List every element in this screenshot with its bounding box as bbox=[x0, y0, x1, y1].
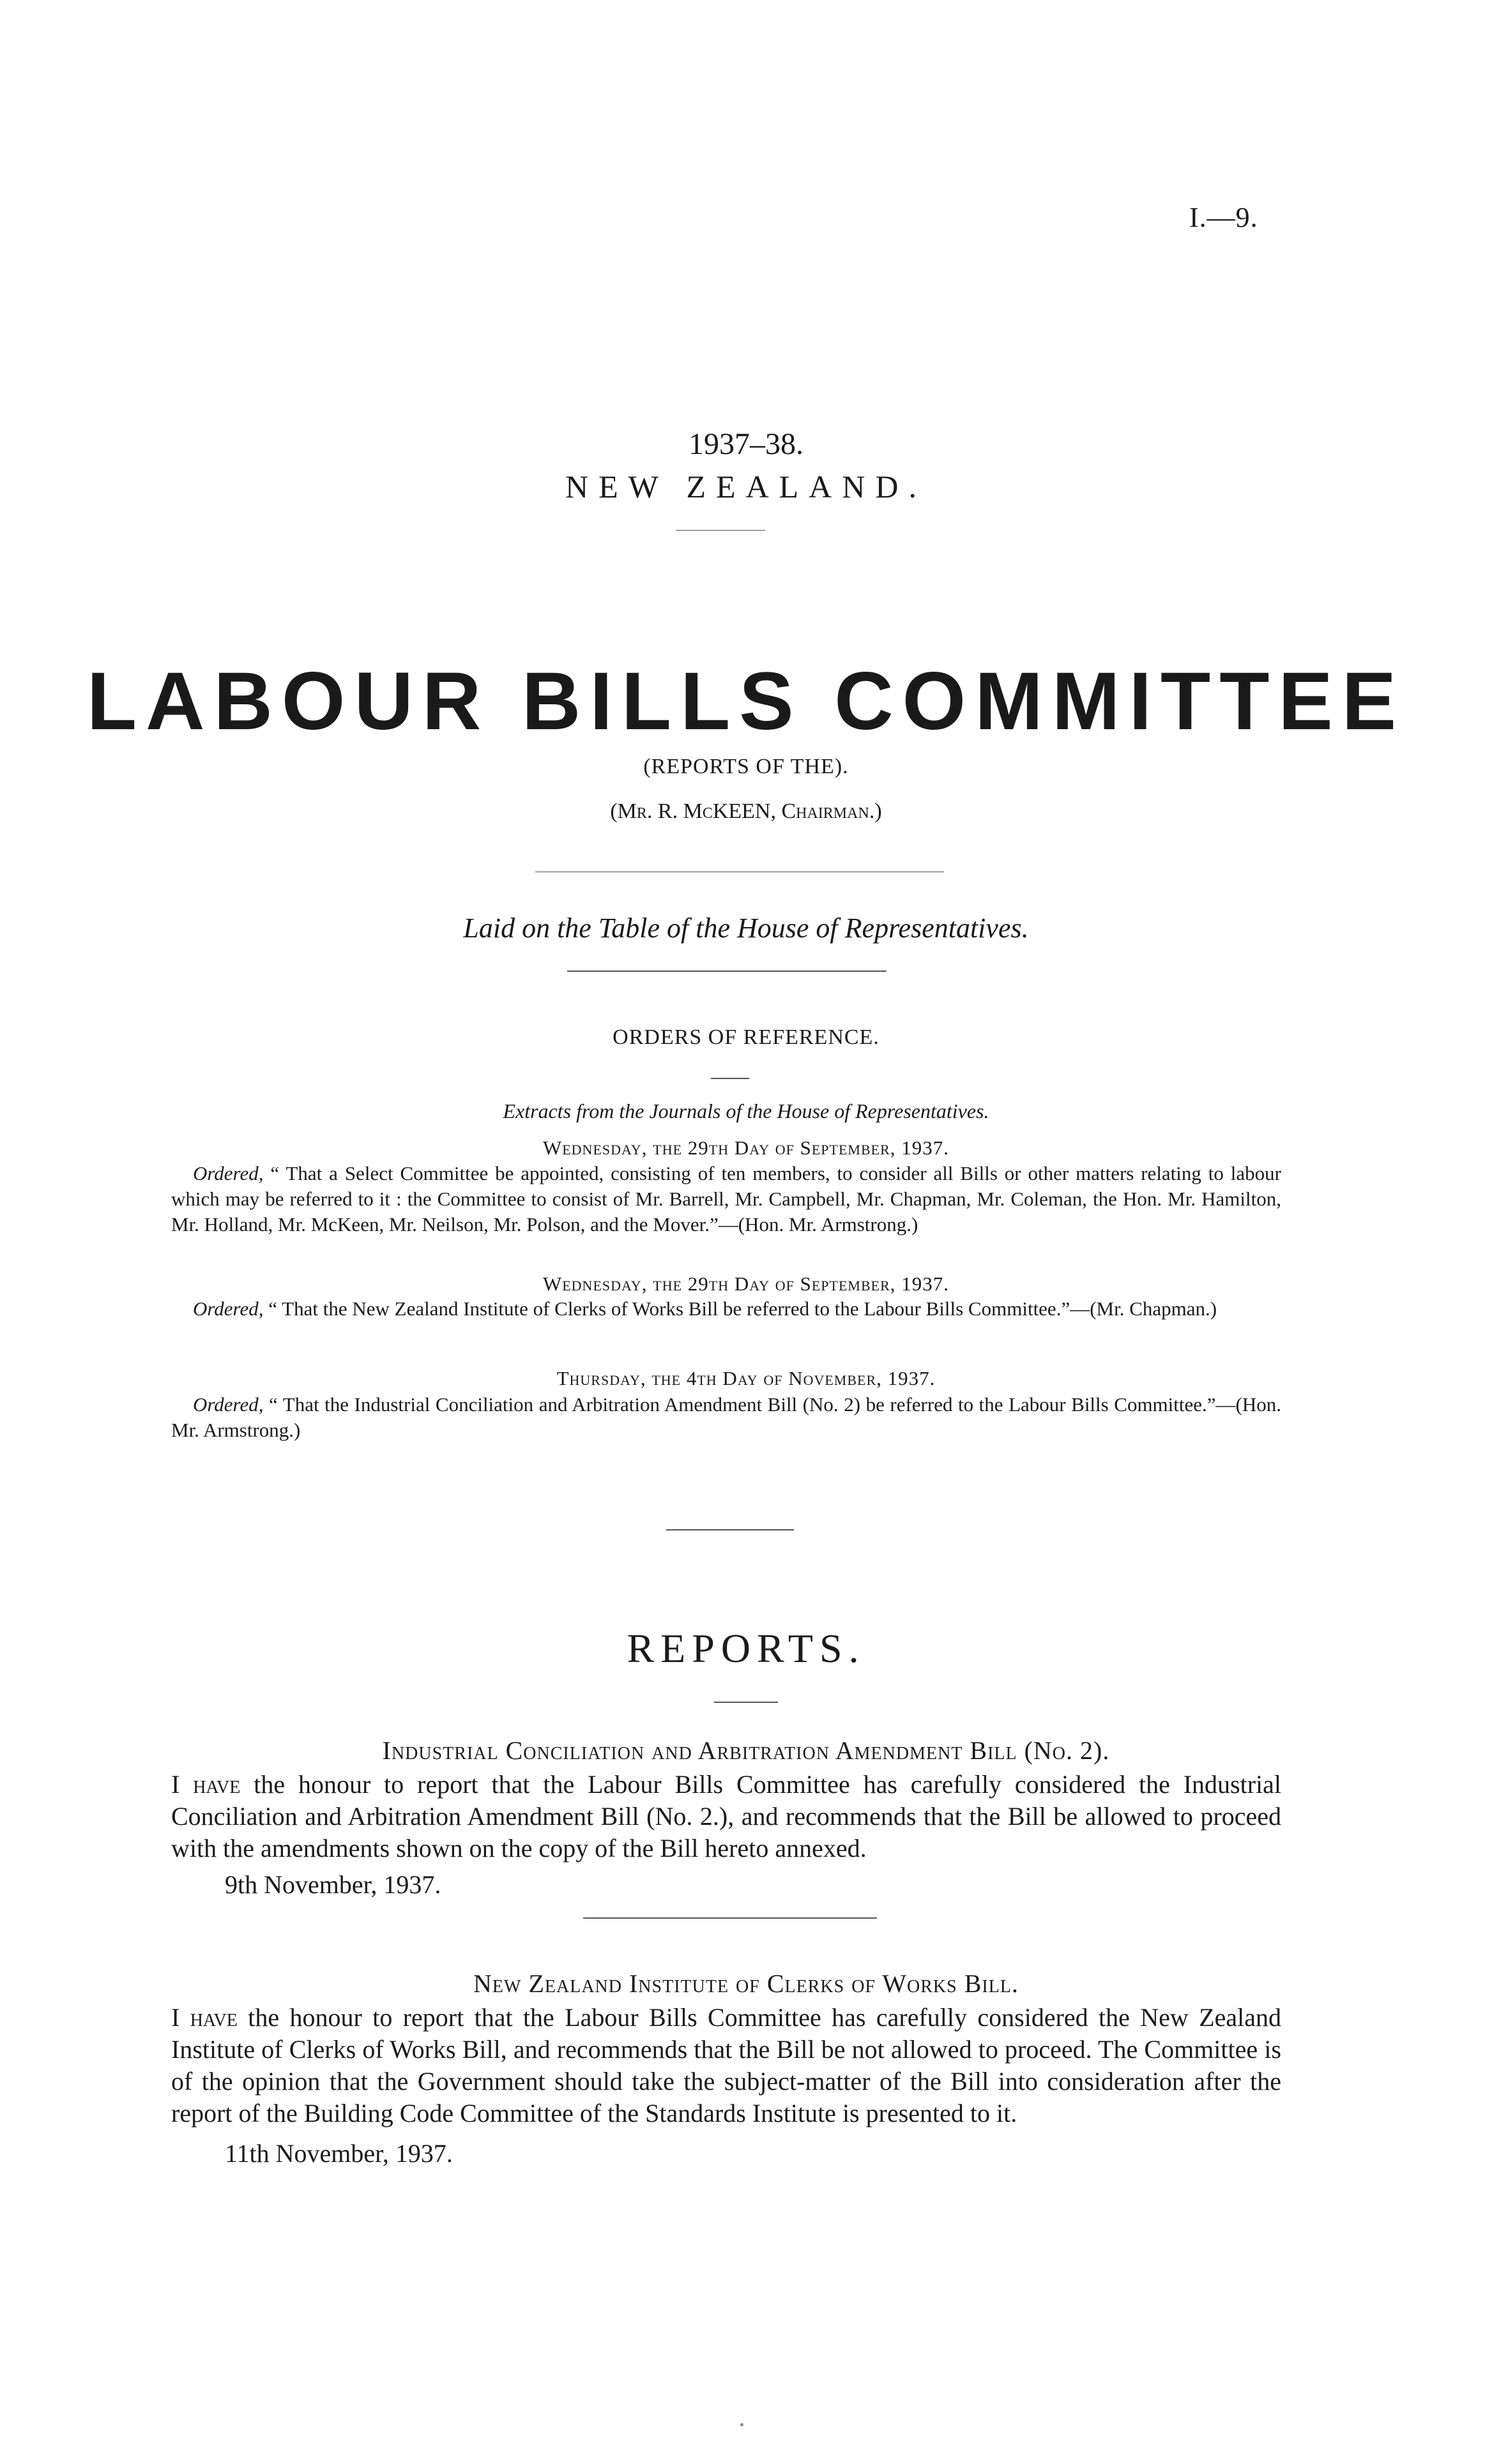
order-text: “ That the New Zealand Institute of Clerks of Works Bill be referred to the Labour Bills Committee.”—(Mr. Chapman.) bbox=[268, 1297, 1217, 1320]
reports-heading: REPORTS. bbox=[627, 1626, 865, 1671]
country-heading: NEW ZEALAND. bbox=[565, 469, 927, 504]
report-paragraph bbox=[171, 1769, 1281, 1864]
document-reference: I.—9. bbox=[1189, 202, 1258, 233]
divider bbox=[714, 1702, 778, 1703]
order-date: Thursday, the 4th Day of November, 1937. bbox=[556, 1367, 936, 1389]
report-paragraph bbox=[171, 2002, 1281, 2129]
order-text: “ That the Industrial Conciliation and Arbitration Amendment Bill (No. 2) be referred to the Labour Bills Committee.”—(Hon. Mr. Armstrong.) bbox=[171, 1393, 1281, 1441]
report-body: the honour to report that the Labour Bills Committee has carefully considered the New Zealand Institute of Clerks of Works Bill, and recommends that the Bill be not allowed to proceed. The Committee is of the opinion that the Government should take the subject-matter of the Bill into consideration after the report of the Building Code Committee of the Standards Institute is presented to it. bbox=[171, 2003, 1281, 2128]
extracts-line: Extracts from the Journals of the House of Representatives. bbox=[503, 1100, 989, 1122]
page-mark bbox=[740, 2423, 743, 2426]
divider bbox=[583, 1917, 877, 1919]
report-lead: I have bbox=[171, 1770, 241, 1799]
order-date: Wednesday, the 29th Day of September, 1937. bbox=[542, 1273, 950, 1295]
ordered-label: Ordered, bbox=[193, 1393, 264, 1416]
order-text: “ That a Select Committee be appointed, consisting of ten members, to consider all Bills or other matters relating to labour which may be referred to it : the Committee to consist of Mr. Barrell, Mr. Campbell, Mr. Chapman, Mr. Coleman, the Hon. Mr. Hamilton, Mr. Holland, Mr. McKeen, Mr. Neilson, Mr. Polson, and the Mover.”—(Hon. Mr. Armstrong.) bbox=[171, 1162, 1282, 1236]
ordered-label: Ordered, bbox=[193, 1162, 264, 1184]
main-title: LABOUR BILLS COMMITTEE bbox=[86, 656, 1406, 747]
divider bbox=[666, 1529, 794, 1531]
report-title: Industrial Conciliation and Arbitration Amendment Bill (No. 2). bbox=[382, 1736, 1110, 1765]
chairman-line: (Mr. R. McKEEN, Chairman.) bbox=[610, 799, 882, 823]
report-lead: I have bbox=[171, 2003, 238, 2032]
report-date: 11th November, 1937. bbox=[225, 2139, 453, 2168]
ordered-label: Ordered, bbox=[193, 1297, 264, 1320]
order-paragraph bbox=[171, 1296, 1281, 1322]
order-date: Wednesday, the 29th Day of September, 1937. bbox=[542, 1137, 950, 1159]
report-body: the honour to report that the Labour Bills Committee has carefully considered the Industrial Conciliation and Arbitration Amendment Bill (No. 2.), and recommends that the Bill be allowed to proceed with the amendments shown on the copy of the Bill hereto annexed. bbox=[171, 1770, 1281, 1863]
order-paragraph bbox=[171, 1392, 1281, 1443]
laid-on-table-line: Laid on the Table of the House of Representatives. bbox=[463, 912, 1029, 944]
divider bbox=[567, 971, 887, 972]
order-paragraph bbox=[171, 1161, 1281, 1237]
divider bbox=[676, 530, 765, 531]
report-title: New Zealand Institute of Clerks of Works Bill. bbox=[473, 1969, 1019, 1998]
orders-of-reference-heading: ORDERS OF REFERENCE. bbox=[613, 1025, 879, 1049]
divider bbox=[711, 1078, 749, 1079]
subtitle: (REPORTS OF THE). bbox=[643, 755, 849, 778]
session-year: 1937–38. bbox=[689, 427, 803, 461]
report-date: 9th November, 1937. bbox=[225, 1870, 441, 1899]
